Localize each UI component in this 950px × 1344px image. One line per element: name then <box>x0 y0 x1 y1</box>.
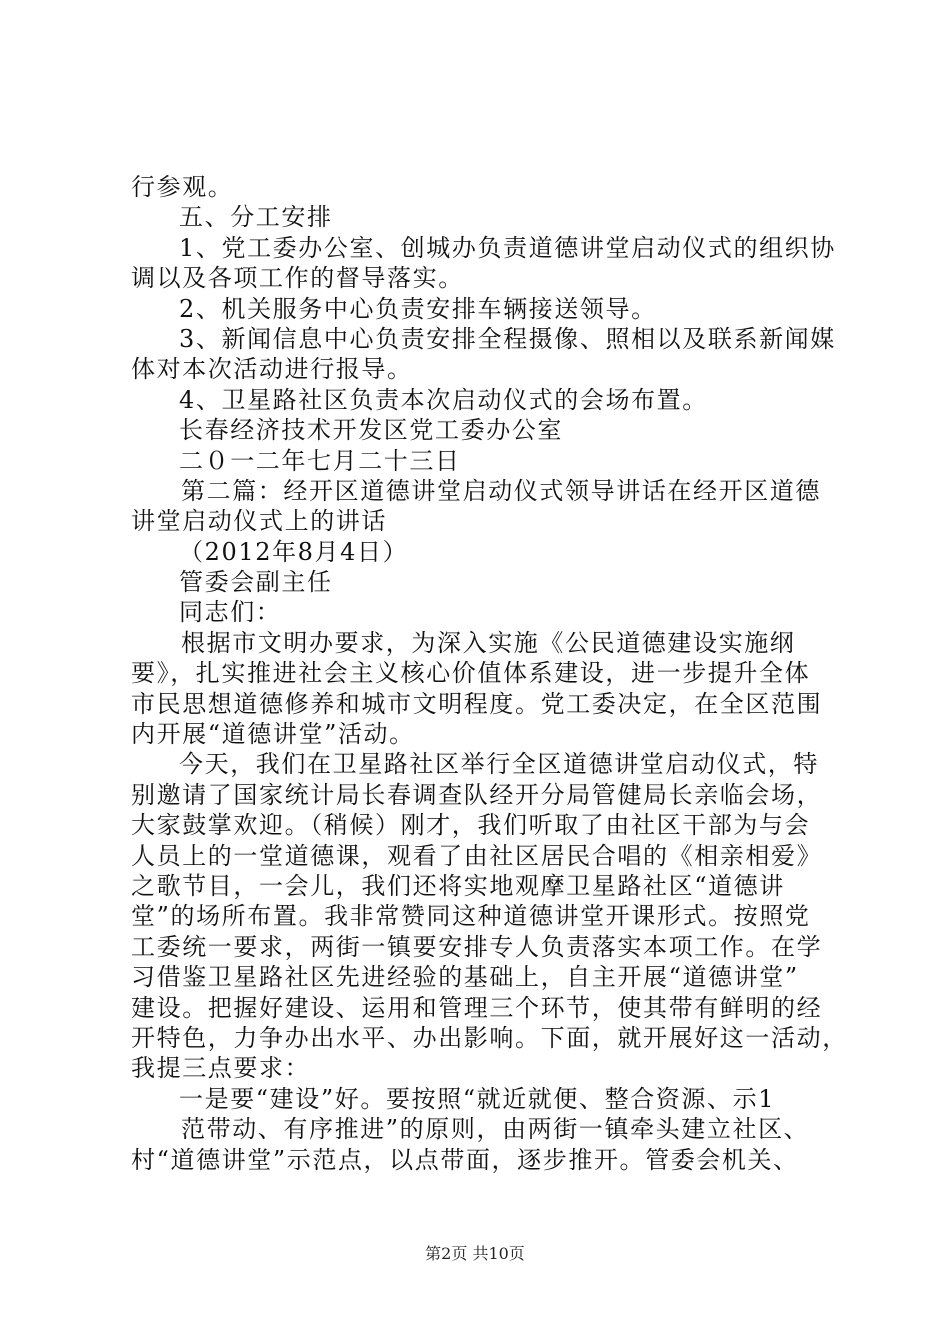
text-line: 一是要“建设”好。要按照“就近就便、整合资源、示1 <box>179 1084 776 1113</box>
text-line: 长春经济技术开发区党工委办公室 <box>179 416 563 445</box>
document-body <box>131 172 851 1175</box>
text-line: 同志们： <box>179 598 282 627</box>
text-line: 开特色，力争办出水平、办出影响。下面，就开展好这一活动， <box>131 1023 848 1052</box>
text-line: 二０一二年七月二十三日 <box>179 446 461 475</box>
text-line: 要》，扎实推进社会主义核心价值体系建设，进一步提升全体 <box>131 659 811 688</box>
text-line: 村“道德讲堂”示范点，以点带面，逐步推开。管委会机关、 <box>131 1145 799 1174</box>
text-line: 大家鼓掌欢迎。（稍候）刚才，我们听取了由社区干部为与会 <box>131 811 811 840</box>
text-line: 第二篇：经开区道德讲堂启动仪式领导讲话在经开区道德 <box>181 476 821 505</box>
text-line: 五、分工安排 <box>179 203 333 232</box>
text-line: 别邀请了国家统计局长春调查队经开分局管健局长亲临会场， <box>131 780 823 809</box>
text-line: 3、新闻信息中心负责安排全程摄像、照相以及联系新闻媒 <box>179 324 836 353</box>
text-line: 我提三点要求： <box>131 1054 311 1083</box>
text-line: 行参观。 <box>131 173 234 201</box>
text-line: 4、卫星路社区负责本次启动仪式的会场布置。 <box>179 385 708 414</box>
text-line: 工委统一要求，两街一镇要安排专人负责落实本项工作。在学 <box>131 932 823 961</box>
text-line: 调以及各项工作的督导落实。 <box>131 264 464 293</box>
text-line: 1、党工委办公室、创城办负责道德讲堂启动仪式的组织协 <box>179 233 836 262</box>
text-line: （2012年8月4日） <box>179 537 409 566</box>
text-line: 根据市文明办要求，为深入实施《公民道德建设实施纲 <box>181 628 796 657</box>
text-line: 管委会副主任 <box>179 568 333 597</box>
text-line: 内开展“道德讲堂”活动。 <box>131 720 415 749</box>
text-line: 之歌节目，一会儿，我们还将实地观摩卫星路社区“道德讲 <box>131 871 785 900</box>
text-line: 范带动、有序推进”的原则，由两街一镇牵头建立社区、 <box>181 1115 810 1144</box>
page-footer: 第2页 共10页 <box>425 1244 525 1263</box>
text-line: 体对本次活动进行报导。 <box>131 355 413 384</box>
text-line: 2、机关服务中心负责安排车辆接送领导。 <box>179 294 657 323</box>
text-line: 讲堂启动仪式上的讲话 <box>131 507 387 536</box>
text-line: 堂”的场所布置。我非常赞同这种道德讲堂开课形式。按照党 <box>131 902 811 931</box>
text-line: 习借鉴卫星路社区先进经验的基础上，自主开展“道德讲堂” <box>131 963 799 992</box>
text-line: 市民思想道德修养和城市文明程度。党工委决定，在全区范围 <box>131 689 823 718</box>
text-line: 建设。把握好建设、运用和管理三个环节，使其带有鲜明的经 <box>131 993 823 1022</box>
text-line: 今天，我们在卫星路社区举行全区道德讲堂启动仪式，特 <box>179 750 819 779</box>
text-line: 人员上的一堂道德课，观看了由社区居民合唱的《相亲相爱》 <box>131 841 823 870</box>
